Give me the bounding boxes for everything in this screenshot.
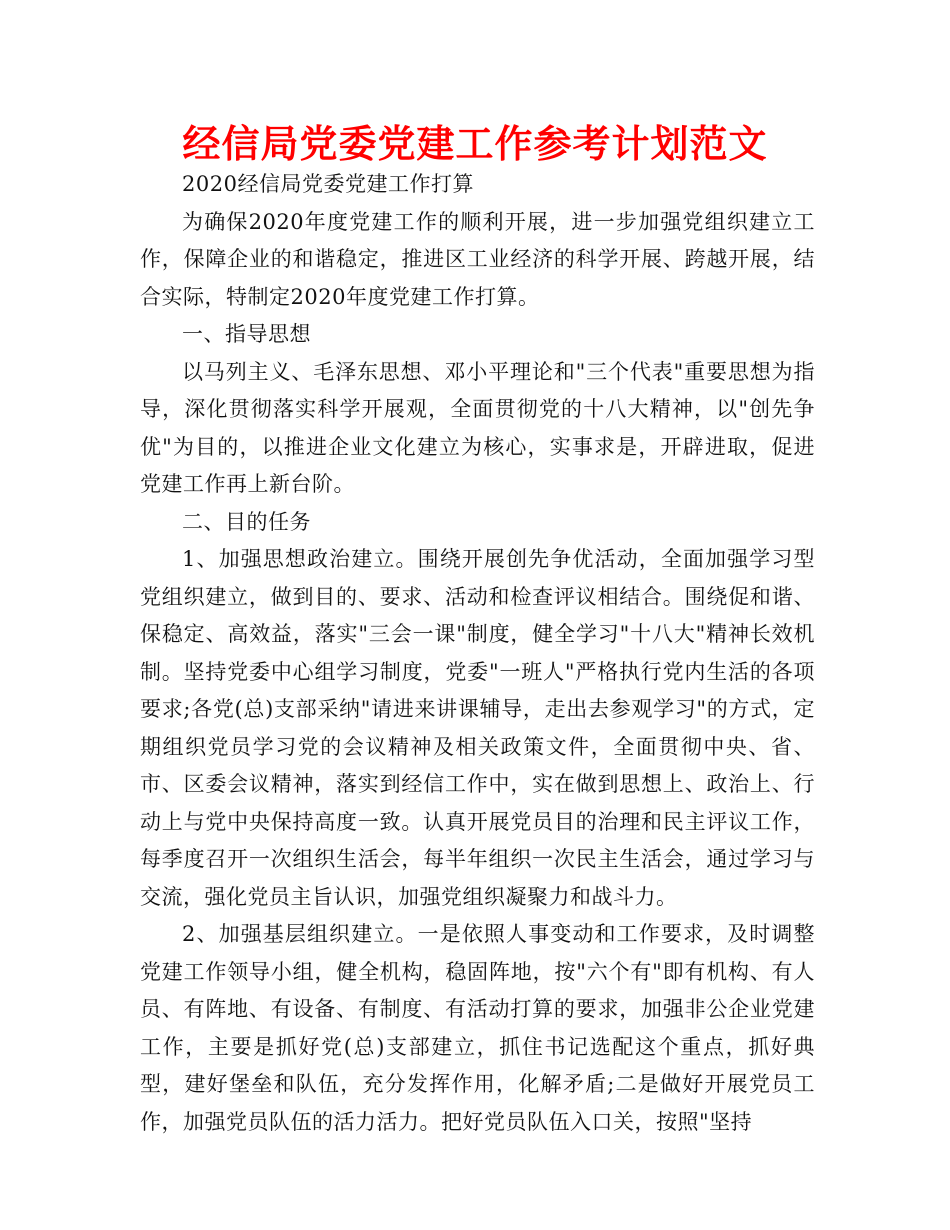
paragraph-subtitle: 2020经信局党委党建工作打算 xyxy=(182,172,474,196)
document-body xyxy=(140,166,815,1141)
document-title: 经信局党委党建工作参考计划范文 xyxy=(182,121,768,166)
section-heading-guiding-thought: 一、指导思想 xyxy=(182,322,311,346)
paragraph-goal-2: 2、加强基层组织建立。一是依照人事变动和工作要求，及时调整党建工作领导小组，健全机构，稳固阵地，按"六个有"即有机构、有人员、有阵地、有设备、有制度、有活动打算的要求，加强非公企业党建工作，主要是抓好党(总)支部建立，抓住书记选配这个重点，抓好典型，建好堡垒和队伍，充分发挥作用，化解矛盾;二是做好开展党员工作，加强党员队伍的活力活力。把好党员队伍入口关，按照"坚持 xyxy=(140,922,815,1134)
section-heading-goals: 二、目的任务 xyxy=(182,509,311,534)
paragraph-goal-1: 1、加强思想政治建立。围绕开展创先争优活动，全面加强学习型党组织建立，做到目的、要求、活动和检查评议相结合。围绕促和谐、保稳定、高效益，落实"三会一课"制度，健全学习"十八大"精神长效机制。坚持党委中心组学习制度，党委"一班人"严格执行党内生活的各项要求;各党(总)支部采纳"请进来讲课辅导，走出去参观学习"的方式，定期组织党员学习党的会议精神及相关政策文件，全面贯彻中央、省、市、区委会议精神，落实到经信工作中，实在做到思想上、政治上、行动上与党中央保持高度一致。认真开展党员目的治理和民主评议工作，每季度召开一次组织生活会，每半年组织一次民主生活会，通过学习与交流，强化党员主旨认识，加强党组织凝聚力和战斗力。 xyxy=(140,547,815,909)
paragraph-intro: 为确保2020年度党建工作的顺利开展，进一步加强党组织建立工作，保障企业的和谐稳定，推进区工业经济的科学开展、跨越开展，结合实际，特制定2020年度党建工作打算。 xyxy=(140,209,815,309)
paragraph-guiding-thought: 以马列主义、毛泽东思想、邓小平理论和"三个代表"重要思想为指导，深化贯彻落实科学开展观，全面贯彻党的十八大精神，以"创先争优"为目的，以推进企业文化建立为核心，实事求是，开辟进取，促进党建工作再上新台阶。 xyxy=(140,359,815,496)
